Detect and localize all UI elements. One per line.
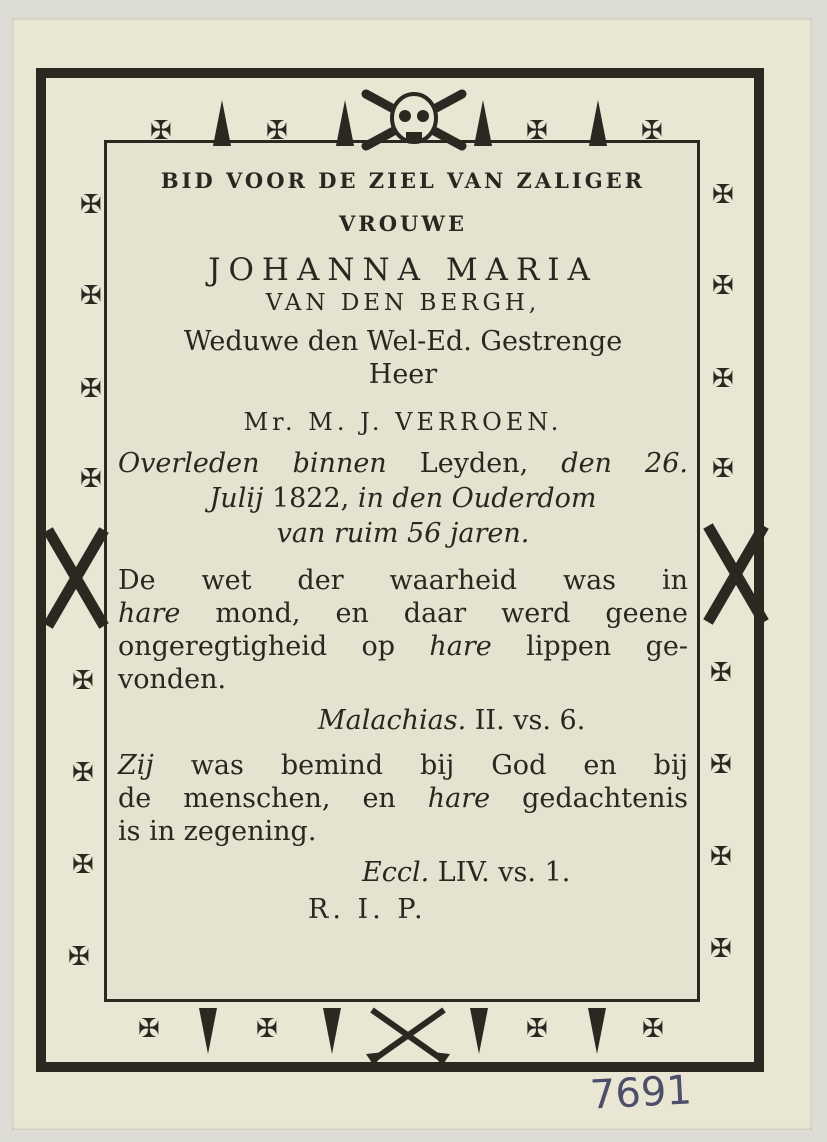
cross-pattee-icon: ✠ — [150, 116, 172, 146]
cross-pattee-icon: ✠ — [642, 1014, 664, 1044]
crossed-torches-icon — [700, 520, 772, 628]
verse-text: gedachtenis — [522, 783, 688, 814]
cross-pattee-icon: ✠ — [712, 180, 734, 210]
verse-line — [118, 598, 688, 629]
verse-emphasis: hare — [427, 783, 491, 814]
verse-line — [118, 783, 688, 814]
reference-book: Malachias. — [318, 705, 467, 736]
cross-pattee-icon: ✠ — [710, 658, 732, 688]
cross-pattee-icon: ✠ — [712, 271, 734, 301]
skull-crossbones-icon — [358, 86, 470, 154]
spike-ornament — [470, 1008, 488, 1054]
death-line — [118, 448, 688, 479]
closing-rip: R. I. P. — [308, 894, 427, 925]
cross-pattee-icon: ✠ — [712, 364, 734, 394]
cross-pattee-icon: ✠ — [710, 934, 732, 964]
relation-line: Heer — [368, 359, 438, 390]
cross-pattee-icon: ✠ — [712, 454, 734, 484]
relation-line: Weduwe den Wel-Ed. Gestrenge — [183, 326, 623, 357]
death-text: den 26. — [561, 448, 688, 479]
scripture-reference — [118, 705, 688, 736]
verse-text: ongeregtigheid op — [118, 631, 395, 662]
cross-pattee-icon: ✠ — [80, 190, 102, 220]
cross-pattee-icon: ✠ — [72, 850, 94, 880]
cross-pattee-icon: ✠ — [80, 464, 102, 494]
verse-text: lippen ge- — [526, 631, 688, 662]
verse-emphasis: hare — [429, 631, 492, 662]
cross-pattee-icon: ✠ — [72, 666, 94, 696]
reference-book: Eccl. — [362, 857, 430, 888]
verse-emphasis: hare — [118, 598, 181, 629]
spike-ornament — [589, 100, 607, 146]
name-last: VAN DEN BERGH, — [265, 290, 541, 316]
verse-line — [118, 631, 688, 662]
heading: BID VOOR DE ZIEL VAN ZALIGER — [160, 168, 646, 193]
verse-text: mond, en daar werd geene — [215, 598, 688, 629]
cross-pattee-icon: ✠ — [526, 1014, 548, 1044]
cross-pattee-icon: ✠ — [641, 116, 663, 146]
cross-pattee-icon: ✠ — [68, 942, 90, 972]
death-place: Leyden, — [419, 448, 529, 479]
death-line — [118, 483, 688, 514]
reference-verse: II. vs. 6. — [474, 705, 586, 736]
spike-ornament — [213, 100, 231, 146]
cross-pattee-icon: ✠ — [80, 281, 102, 311]
crossed-shovels-icon — [362, 1002, 454, 1068]
death-text: Overleden binnen — [118, 448, 387, 479]
title: VROUWE — [339, 211, 467, 236]
verse-emphasis: Zij — [118, 750, 154, 781]
card-text — [118, 160, 688, 925]
spike-ornament — [323, 1008, 341, 1054]
verse-line: De wet der waarheid was in — [118, 565, 688, 596]
cross-pattee-icon: ✠ — [710, 750, 732, 780]
reference-verse: LIV. vs. 1. — [437, 857, 571, 888]
verse-line: is in zegening. — [118, 816, 317, 847]
spike-ornament — [474, 100, 492, 146]
spike-ornament — [199, 1008, 217, 1054]
name-first: JOHANNA MARIA — [208, 252, 598, 288]
verse-line: vonden. — [118, 664, 227, 695]
spike-ornament — [588, 1008, 606, 1054]
spike-ornament — [336, 100, 354, 146]
cross-pattee-icon: ✠ — [526, 116, 548, 146]
cross-pattee-icon: ✠ — [138, 1014, 160, 1044]
death-age: van ruim 56 jaren. — [276, 518, 530, 549]
death-year: 1822, — [271, 483, 350, 514]
death-text: in den Ouderdom — [357, 483, 597, 514]
scripture-reference — [118, 857, 688, 888]
death-month: Julij — [209, 483, 264, 514]
husband: Mr. M. J. VERROEN. — [243, 408, 563, 436]
verse-text: was bemind bij God en bij — [190, 750, 688, 781]
cross-pattee-icon: ✠ — [256, 1014, 278, 1044]
cross-pattee-icon: ✠ — [266, 116, 288, 146]
cross-pattee-icon: ✠ — [80, 374, 102, 404]
verse-line — [118, 750, 688, 781]
verse-text: de menschen, en — [118, 783, 396, 814]
cross-pattee-icon: ✠ — [72, 758, 94, 788]
crossed-torches-icon — [40, 524, 112, 632]
cross-pattee-icon: ✠ — [710, 842, 732, 872]
catalog-number: 7691 — [588, 1067, 693, 1119]
